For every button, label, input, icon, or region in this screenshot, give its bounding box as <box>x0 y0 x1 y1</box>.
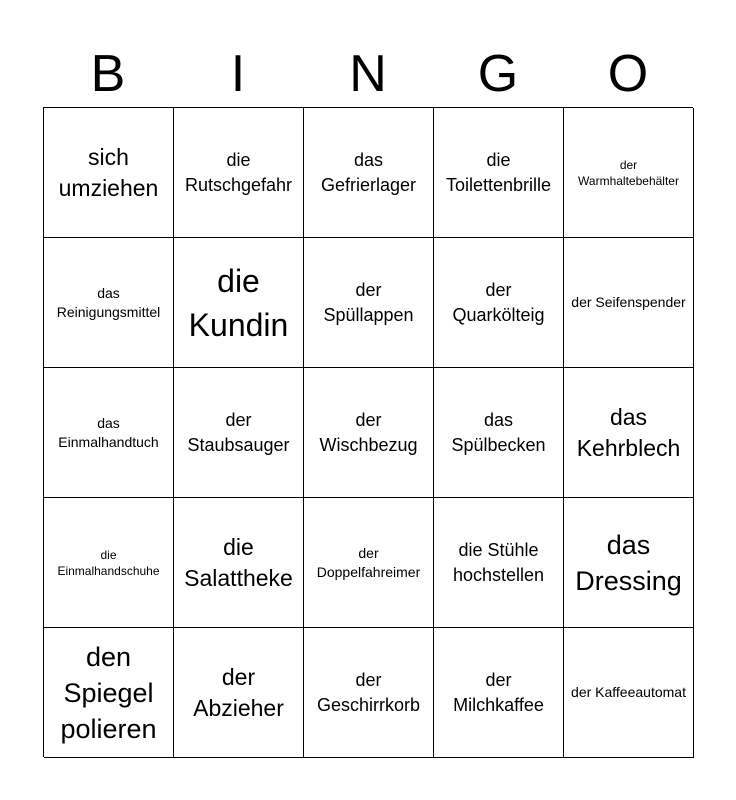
bingo-cell[interactable] <box>174 628 304 758</box>
bingo-cell[interactable] <box>304 498 434 628</box>
bingo-cell[interactable] <box>304 238 434 368</box>
bingo-cell[interactable] <box>44 238 174 368</box>
bingo-cell[interactable] <box>564 108 694 238</box>
cell-text: die Toilettenbrille <box>445 149 552 195</box>
cell-text: die Kundin <box>188 262 289 343</box>
bingo-cell[interactable] <box>304 108 434 238</box>
cell-text: die Einmalhandschuhe <box>57 547 160 578</box>
cell-text: das Dressing <box>575 529 682 596</box>
bingo-cell[interactable] <box>434 108 564 238</box>
bingo-cell[interactable] <box>564 238 694 368</box>
bingo-cell[interactable] <box>44 108 174 238</box>
bingo-cell[interactable] <box>304 628 434 758</box>
bingo-cell[interactable] <box>44 498 174 628</box>
header-letter-o: O <box>607 45 649 103</box>
cell-text: das Reinigungsmittel <box>56 284 161 320</box>
bingo-cell[interactable] <box>434 628 564 758</box>
cell-text: das Kehrblech <box>576 403 681 461</box>
bingo-header <box>43 40 693 108</box>
cell-text: sich umziehen <box>58 143 159 201</box>
cell-text: der Abzieher <box>193 663 284 721</box>
bingo-cell[interactable] <box>44 628 174 758</box>
cell-text: der Quarkölteig <box>452 279 545 325</box>
cell-text: der Staubsauger <box>187 409 290 455</box>
cell-text: das Einmalhandtuch <box>58 414 159 450</box>
bingo-cell[interactable] <box>564 368 694 498</box>
bingo-cell[interactable] <box>174 498 304 628</box>
cell-text: der Geschirrkorb <box>316 669 421 715</box>
cell-text: die Salattheke <box>184 533 293 591</box>
bingo-cell[interactable] <box>564 498 694 628</box>
cell-text: den Spiegel polieren <box>60 641 157 744</box>
bingo-cell[interactable] <box>174 108 304 238</box>
cell-text: der Spüllappen <box>323 279 414 325</box>
bingo-cell[interactable] <box>304 368 434 498</box>
bingo-cell[interactable] <box>174 238 304 368</box>
cell-text: das Spülbecken <box>451 409 546 455</box>
cell-text: der Doppelfahreimer <box>316 544 421 580</box>
cell-text: die Rutschgefahr <box>184 149 293 195</box>
header-letter-g: G <box>477 45 519 103</box>
cell-text: das Gefrierlager <box>320 149 417 195</box>
header-letter-i: I <box>230 45 246 103</box>
header-letter-b: B <box>90 45 126 103</box>
bingo-grid <box>43 107 693 757</box>
header-letter-n: N <box>349 45 387 103</box>
cell-text: der Kaffeeautomat <box>571 684 686 700</box>
cell-text: der Wischbezug <box>319 409 418 455</box>
cell-text: der Seifenspender <box>571 294 686 310</box>
bingo-cell[interactable] <box>174 368 304 498</box>
cell-text: die Stühle hochstellen <box>452 539 545 585</box>
bingo-cell[interactable] <box>44 368 174 498</box>
bingo-cell[interactable] <box>434 368 564 498</box>
cell-text: der Milchkaffee <box>453 669 544 715</box>
bingo-cell[interactable] <box>434 498 564 628</box>
bingo-cell[interactable] <box>434 238 564 368</box>
cell-text: der Warmhaltebehälter <box>578 157 679 188</box>
bingo-cell[interactable] <box>564 628 694 758</box>
